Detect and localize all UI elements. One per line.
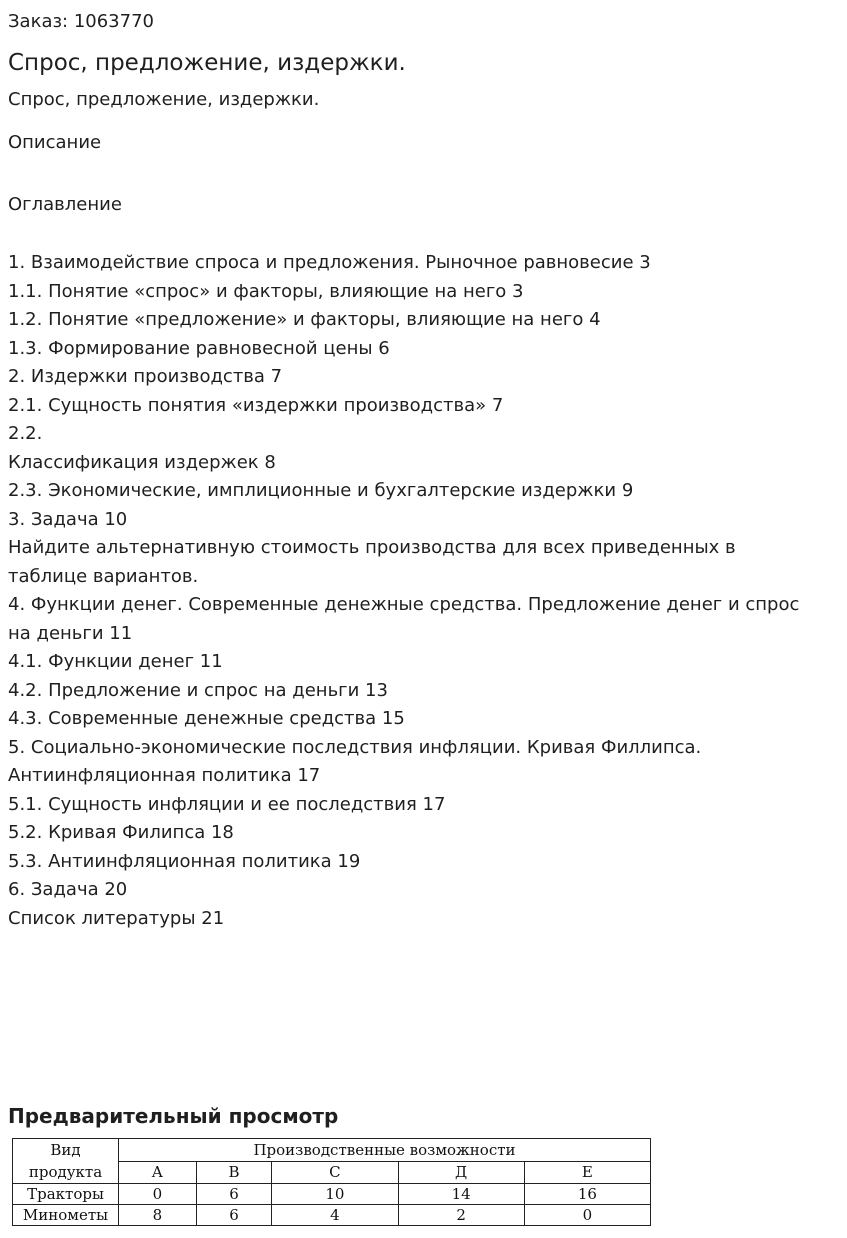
table-cell: 0 [524,1205,650,1226]
toc-item: 5.1. Сущность инфляции и ее последствия 17 [8,793,446,815]
toc-item: 2.1. Сущность понятия «издержки производства» 7 [8,394,504,416]
page-title: Спрос, предложение, издержки. [8,50,406,76]
preview-heading: Предварительный просмотр [8,1104,339,1128]
toc-item: 1.2. Понятие «предложение» и факторы, влияющие на него 4 [8,309,601,330]
table-header-cell: Производственные возможности [119,1139,651,1162]
table-row [13,1184,651,1205]
table-cell: 4 [272,1205,398,1226]
table-cell: 10 [272,1184,398,1205]
toc-item: 4.2. Предложение и спрос на деньги 13 [8,679,388,701]
page-subtitle: Спрос, предложение, издержки. [8,89,320,110]
table-row-label: Минометы [13,1205,119,1226]
toc-item: Классификация издержек 8 [8,451,276,473]
toc-item: 1. Взаимодействие спроса и предложения. Рыночное равновесие 3 [8,252,651,273]
toc-item: 4.1. Функции денег 11 [8,651,223,672]
table-header-cell: Вид продукта [13,1139,119,1184]
toc-item: 4. Функции денег. Современные денежные средства. Предложение денег и спрос на деньги 11 [8,594,800,644]
toc-item: Список литературы 21 [8,907,225,929]
order-number: Заказ: 1063770 [8,11,154,32]
table-cell: 8 [119,1205,197,1226]
toc-item: 5.3. Антиинфляционная политика 19 [8,850,361,872]
table-cell: 0 [119,1184,197,1205]
preview-image [12,1138,651,1226]
table-cell: 6 [196,1205,272,1226]
toc-item: 1.3. Формирование равновесной цены 6 [8,337,390,359]
table-header-cell: Е [524,1161,650,1184]
toc-item: 1.1. Понятие «спрос» и факторы, влияющие на него 3 [8,280,524,302]
table-cell: 16 [524,1184,650,1205]
table-header-cell: С [272,1161,398,1184]
toc-item: 6. Задача 20 [8,879,128,900]
toc-item: 4.3. Современные денежные средства 15 [8,708,405,729]
table-cell: 14 [398,1184,524,1205]
toc-heading: Оглавление [8,194,122,215]
toc-item: 5.2. Кривая Филипса 18 [8,822,234,843]
table-header-cell: А [119,1161,197,1184]
table-of-contents [8,249,808,933]
toc-item: 2. Издержки производства 7 [8,366,283,387]
table-row [13,1205,651,1226]
table-cell: 6 [196,1184,272,1205]
toc-item: 5. Социально-экономические последствия инфляции. Кривая Филлипса. Антиинфляционная политика 17 [8,736,702,786]
table-header-cell: В [196,1161,272,1184]
table-cell: 2 [398,1205,524,1226]
description-heading: Описание [8,132,102,153]
table-row [13,1139,651,1162]
toc-item: 2.2. [8,423,43,444]
toc-item: Найдите альтернативную стоимость производства для всех приведенных в таблице вариантов. [8,537,736,587]
table-row-label: Тракторы [13,1184,119,1205]
production-possibilities-table [12,1138,651,1226]
toc-item: 2.3. Экономические, имплиционные и бухгалтерские издержки 9 [8,480,634,501]
toc-item: 3. Задача 10 [8,508,128,530]
table-header-cell: Д [398,1161,524,1184]
